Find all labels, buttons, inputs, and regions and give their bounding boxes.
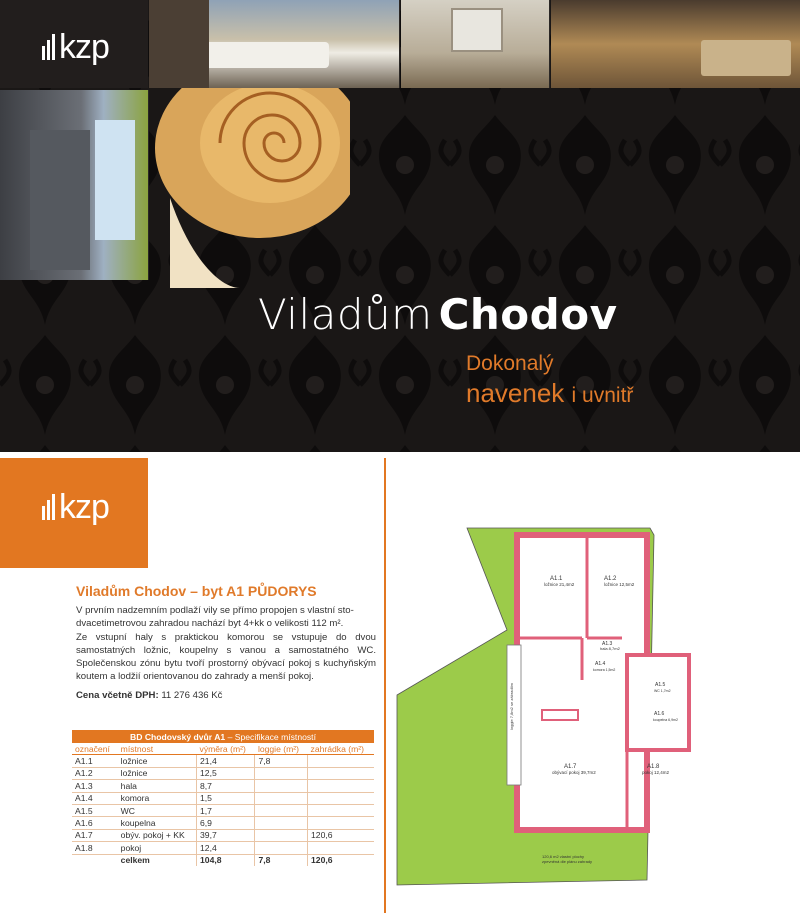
kzp-logo-bottom: kzp <box>42 494 109 520</box>
photo-bedroom <box>551 0 800 88</box>
table-row: A1.1 ložnice 21,4 7,8 <box>72 755 374 767</box>
hero-tagline-line2: navenek i uvnitř <box>466 378 634 408</box>
price: Cena včetně DPH: 11 276 436 Kč <box>76 690 223 701</box>
col-header: loggie (m²) <box>255 743 308 755</box>
room-desc: hala 8,7m2 <box>600 646 620 651</box>
table-caption: BD Chodovský dvůr A1 – Specifikace místností <box>72 730 374 743</box>
table-total-row: celkem 104,8 7,8 120,6 <box>72 854 374 866</box>
room-desc: ložnice 21,4m2 <box>544 582 575 587</box>
table-row: A1.8 pokoj 12,4 <box>72 842 374 854</box>
room-desc: ložnice 12,5m2 <box>604 582 635 587</box>
hero-tagline-line1: Dokonalý <box>466 352 554 375</box>
table-row: A1.3 hala 8,7 <box>72 780 374 792</box>
paragraph-line: dvacetimetrovou zahradou nachází byt 4+kk o velikosti 112 m². <box>76 618 344 630</box>
table-row: A1.5 WC 1,7 <box>72 804 374 816</box>
room-desc: pokoj 12,4m2 <box>642 770 670 775</box>
photo-bathroom <box>401 0 550 88</box>
floor-plan <box>392 520 692 890</box>
paragraph-line: V prvním nadzemním podlaží vily se přímo propojen s vlastní sto- <box>76 605 354 616</box>
nautilus-shell <box>150 88 350 288</box>
hero-title: Viladům Chodov <box>258 290 618 339</box>
room-label: A1.5 <box>655 682 666 688</box>
col-header: výměra (m²) <box>197 743 255 755</box>
side-wing <box>627 655 689 750</box>
garden-note: zpevněná dle plánu zahrady <box>542 859 593 864</box>
room-label: A1.8 <box>647 764 660 770</box>
col-header: zahrádka (m²) <box>308 743 374 755</box>
section-divider <box>384 458 386 913</box>
room-desc: obývací pokoj 39,7m2 <box>552 770 596 775</box>
table-row: A1.6 koupelna 6,9 <box>72 817 374 829</box>
kitchen-island <box>542 710 578 720</box>
article-heading: Viladům Chodov – byt A1 PŮDORYS <box>76 583 317 599</box>
room-label: A1.1 <box>550 576 563 582</box>
room-desc: WC 1,7m2 <box>654 689 671 693</box>
room-label: A1.2 <box>604 576 617 582</box>
col-header: označení <box>72 743 118 755</box>
room-label: A1.7 <box>564 764 577 770</box>
hero-banner <box>0 0 800 452</box>
table-row: A1.2 ložnice 12,5 <box>72 767 374 779</box>
table-header-row <box>72 743 374 755</box>
kzp-logo-top: kzp <box>42 34 109 60</box>
photo-kitchen <box>0 90 149 280</box>
logo-block <box>0 458 148 568</box>
article-body <box>76 604 376 684</box>
table-row: A1.7 obýv. pokoj + KK 39,7 120,6 <box>72 829 374 841</box>
room-spec-table <box>72 730 374 866</box>
room-label: A1.6 <box>654 711 665 717</box>
room-desc: komora 1,5m2 <box>593 668 616 672</box>
room-label: A1.4 <box>595 661 606 667</box>
photo-living-room <box>149 0 400 88</box>
loggia-note: loggie 7,8m2 se zábradlím <box>509 683 514 730</box>
table-row: A1.4 komora 1,5 <box>72 792 374 804</box>
room-label: A1.3 <box>602 641 613 647</box>
col-header: místnost <box>118 743 197 755</box>
garden-note: 120,6 m2 vlastní plochy <box>542 854 585 859</box>
room-desc: koupelna 6,9m2 <box>653 718 678 722</box>
paragraph: Ze vstupní haly s praktickou komorou se vstupuje do dvou samostatných ložnic, koupelny s vanou a samostatného WC. Společenskou zónu bytu tvoří prostorný obývací pokoj s kuchyňským koutem a lodžií orientovanou do zahrady a menší pokoj. <box>76 631 376 683</box>
